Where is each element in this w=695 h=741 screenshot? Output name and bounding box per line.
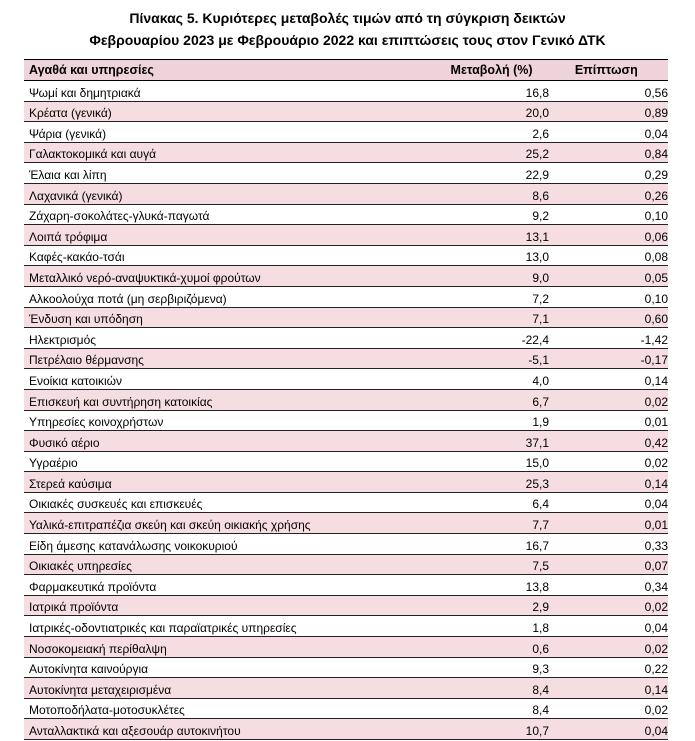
row-item-cell: Ένδυση και υπόδηση bbox=[29, 312, 143, 327]
row-item-cell: Έλαια και λίπη bbox=[29, 167, 107, 182]
row-item-cell: Ιατρικά προϊόντα bbox=[29, 600, 119, 615]
row-change-cell: 7,2 bbox=[532, 291, 549, 306]
row-impact-cell: 0,22 bbox=[644, 662, 668, 677]
table-row bbox=[24, 637, 668, 658]
column-header-impact: Επίπτωση bbox=[574, 63, 638, 77]
row-impact-cell: 0,26 bbox=[644, 188, 668, 203]
price-changes-table bbox=[24, 59, 668, 740]
row-change-cell: -22,4 bbox=[521, 332, 549, 347]
row-item-cell: Υπηρεσίες κοινοχρήστων bbox=[29, 415, 164, 430]
table-row bbox=[24, 719, 668, 740]
row-item-cell: Ιατρικές-οδοντιατρικές και παραϊατρικές υπηρεσίες bbox=[29, 621, 297, 636]
row-impact-cell: 0,56 bbox=[644, 85, 668, 100]
row-item-cell: Φυσικό αέριο bbox=[29, 435, 100, 450]
row-item-cell: Οικιακές συσκευές και επισκευές bbox=[29, 497, 203, 512]
table-row bbox=[24, 287, 668, 308]
table-row bbox=[24, 575, 668, 596]
row-item-cell: Αυτοκίνητα καινούργια bbox=[29, 662, 149, 677]
row-impact-cell: 0,02 bbox=[644, 641, 668, 656]
row-impact-cell: 0,14 bbox=[644, 373, 668, 388]
row-impact-cell: 0,14 bbox=[644, 682, 668, 697]
table-row bbox=[24, 163, 668, 184]
row-item-cell: Αυτοκίνητα μεταχειρισμένα bbox=[29, 682, 172, 697]
table-row bbox=[24, 390, 668, 411]
row-impact-cell: 0,02 bbox=[644, 600, 668, 615]
row-impact-cell: 0,04 bbox=[644, 126, 668, 141]
row-change-cell: 8,4 bbox=[532, 682, 549, 697]
table-row bbox=[24, 596, 668, 617]
table-row bbox=[24, 246, 668, 267]
table-row bbox=[24, 699, 668, 720]
row-change-cell: 9,3 bbox=[532, 662, 549, 677]
row-change-cell: 0,6 bbox=[532, 641, 549, 656]
table-row bbox=[24, 184, 668, 205]
row-impact-cell: 0,08 bbox=[644, 250, 668, 265]
row-change-cell: 1,8 bbox=[532, 621, 549, 636]
row-item-cell: Μεταλλικό νερό-αναψυκτικά-χυμοί φρούτων bbox=[29, 270, 261, 285]
table-row bbox=[24, 472, 668, 493]
row-change-cell: 25,3 bbox=[525, 476, 549, 491]
row-item-cell: Φαρμακευτικά προϊόντα bbox=[29, 579, 157, 594]
row-impact-cell: 0,01 bbox=[644, 415, 668, 430]
row-change-cell: 8,4 bbox=[532, 703, 549, 718]
row-item-cell: Λοιπά τρόφιμα bbox=[29, 229, 108, 244]
row-change-cell: 25,2 bbox=[525, 147, 549, 162]
row-change-cell: 7,5 bbox=[532, 559, 549, 574]
table-row bbox=[24, 678, 668, 699]
row-impact-cell: -0,17 bbox=[640, 353, 668, 368]
row-impact-cell: 0,04 bbox=[644, 497, 668, 512]
row-impact-cell: 0,02 bbox=[644, 394, 668, 409]
row-change-cell: 20,0 bbox=[525, 106, 549, 121]
row-change-cell: 2,6 bbox=[532, 126, 549, 141]
row-item-cell: Στερεά καύσιμα bbox=[29, 476, 112, 491]
table-row bbox=[24, 308, 668, 329]
row-impact-cell: 0,10 bbox=[644, 291, 668, 306]
table-row bbox=[24, 102, 668, 123]
table-row bbox=[24, 616, 668, 637]
row-change-cell: 16,7 bbox=[525, 538, 549, 553]
row-impact-cell: 0,05 bbox=[644, 270, 668, 285]
row-change-cell: 10,7 bbox=[525, 724, 549, 738]
row-item-cell: Οικιακές υπηρεσίες bbox=[29, 559, 132, 574]
row-item-cell: Υγραέριο bbox=[29, 456, 78, 471]
row-change-cell: 8,6 bbox=[532, 188, 549, 203]
row-change-cell: 4,0 bbox=[532, 373, 549, 388]
row-change-cell: 22,9 bbox=[525, 167, 549, 182]
row-impact-cell: 0,04 bbox=[644, 621, 668, 636]
row-change-cell: 1,9 bbox=[532, 415, 549, 430]
row-item-cell: Λαχανικά (γενικά) bbox=[29, 188, 123, 203]
table-row bbox=[24, 143, 668, 164]
row-impact-cell: 0,34 bbox=[644, 579, 668, 594]
row-impact-cell: 0,29 bbox=[644, 167, 668, 182]
row-impact-cell: 0,06 bbox=[644, 229, 668, 244]
table-row bbox=[24, 411, 668, 432]
row-change-cell: 13,8 bbox=[525, 579, 549, 594]
table-title-line-1: Πίνακας 5. Κυριότερες μεταβολές τιμών από τη σύγκριση δεικτών bbox=[129, 10, 566, 26]
row-impact-cell: 0,07 bbox=[644, 559, 668, 574]
row-impact-cell: 0,42 bbox=[644, 435, 668, 450]
table-row bbox=[24, 658, 668, 679]
row-item-cell: Νοσοκομειακή περίθαλψη bbox=[29, 641, 167, 656]
row-item-cell: Ενοίκια κατοικιών bbox=[29, 373, 123, 388]
row-change-cell: 37,1 bbox=[525, 435, 549, 450]
row-change-cell: 16,8 bbox=[525, 85, 549, 100]
table-row bbox=[24, 534, 668, 555]
row-item-cell: Επισκευή και συντήρηση κατοικίας bbox=[29, 394, 213, 409]
row-item-cell: Ψωμί και δημητριακά bbox=[29, 85, 141, 100]
row-item-cell: Αλκοολούχα ποτά (μη σερβιριζόμενα) bbox=[29, 291, 227, 306]
row-change-cell: 15,0 bbox=[525, 456, 549, 471]
table-row bbox=[24, 369, 668, 390]
row-impact-cell: 0,02 bbox=[644, 456, 668, 471]
table-header bbox=[24, 59, 668, 81]
row-impact-cell: 0,84 bbox=[644, 147, 668, 162]
table-title-line-2: Φεβρουαρίου 2023 με Φεβρουάριο 2022 και επιπτώσεις τους στον Γενικό ΔΤΚ bbox=[89, 32, 606, 48]
table-row bbox=[24, 122, 668, 143]
table-title bbox=[0, 0, 695, 51]
row-item-cell: Ζάχαρη-σοκολάτες-γλυκά-παγωτά bbox=[29, 209, 210, 224]
row-change-cell: 6,4 bbox=[532, 497, 549, 512]
table-row bbox=[24, 328, 668, 349]
row-impact-cell: 0,89 bbox=[644, 106, 668, 121]
row-item-cell: Μοτοποδήλατα-μοτοσυκλέτες bbox=[29, 703, 185, 718]
row-impact-cell: 0,33 bbox=[644, 538, 668, 553]
table-row bbox=[24, 431, 668, 452]
row-item-cell: Ηλεκτρισμός bbox=[29, 332, 97, 347]
row-change-cell: 13,0 bbox=[525, 250, 549, 265]
table-row bbox=[24, 225, 668, 246]
row-impact-cell: 0,04 bbox=[644, 724, 668, 738]
row-impact-cell: 0,14 bbox=[644, 476, 668, 491]
row-change-cell: 7,1 bbox=[532, 312, 549, 327]
row-change-cell: 9,0 bbox=[532, 270, 549, 285]
row-change-cell: 2,9 bbox=[532, 600, 549, 615]
row-item-cell: Κρέατα (γενικά) bbox=[29, 106, 112, 121]
row-change-cell: -5,1 bbox=[528, 353, 549, 368]
row-change-cell: 9,2 bbox=[532, 209, 549, 224]
row-item-cell: Υαλικά-επιτραπέζια σκεύη και σκεύη οικιακής χρήσης bbox=[29, 518, 311, 533]
row-item-cell: Πετρέλαιο θέρμανσης bbox=[29, 353, 144, 368]
row-impact-cell: 0,01 bbox=[644, 518, 668, 533]
row-item-cell: Είδη άμεσης κατανάλωσης νοικοκυριού bbox=[29, 538, 238, 553]
row-impact-cell: 0,60 bbox=[644, 312, 668, 327]
row-item-cell: Ψάρια (γενικά) bbox=[29, 126, 107, 141]
table-row bbox=[24, 493, 668, 514]
row-change-cell: 6,7 bbox=[532, 394, 549, 409]
table-body bbox=[24, 81, 668, 740]
table-row bbox=[24, 205, 668, 226]
table-row bbox=[24, 513, 668, 534]
row-item-cell: Ανταλλακτικά και αξεσουάρ αυτοκινήτου bbox=[29, 724, 241, 738]
row-impact-cell: 0,02 bbox=[644, 703, 668, 718]
row-impact-cell: 0,10 bbox=[644, 209, 668, 224]
row-impact-cell: -1,42 bbox=[640, 332, 668, 347]
column-header-item: Αγαθά και υπηρεσίες bbox=[29, 63, 154, 77]
table-row bbox=[24, 81, 668, 102]
row-change-cell: 7,7 bbox=[532, 518, 549, 533]
row-change-cell: 13,1 bbox=[525, 229, 549, 244]
table-row bbox=[24, 555, 668, 576]
column-header-change: Μεταβολή (%) bbox=[450, 63, 533, 77]
table-row bbox=[24, 452, 668, 473]
row-item-cell: Καφές-κακάο-τσάι bbox=[29, 250, 125, 265]
table-row bbox=[24, 349, 668, 370]
table-row bbox=[24, 266, 668, 287]
row-item-cell: Γαλακτοκομικά και αυγά bbox=[29, 147, 157, 162]
